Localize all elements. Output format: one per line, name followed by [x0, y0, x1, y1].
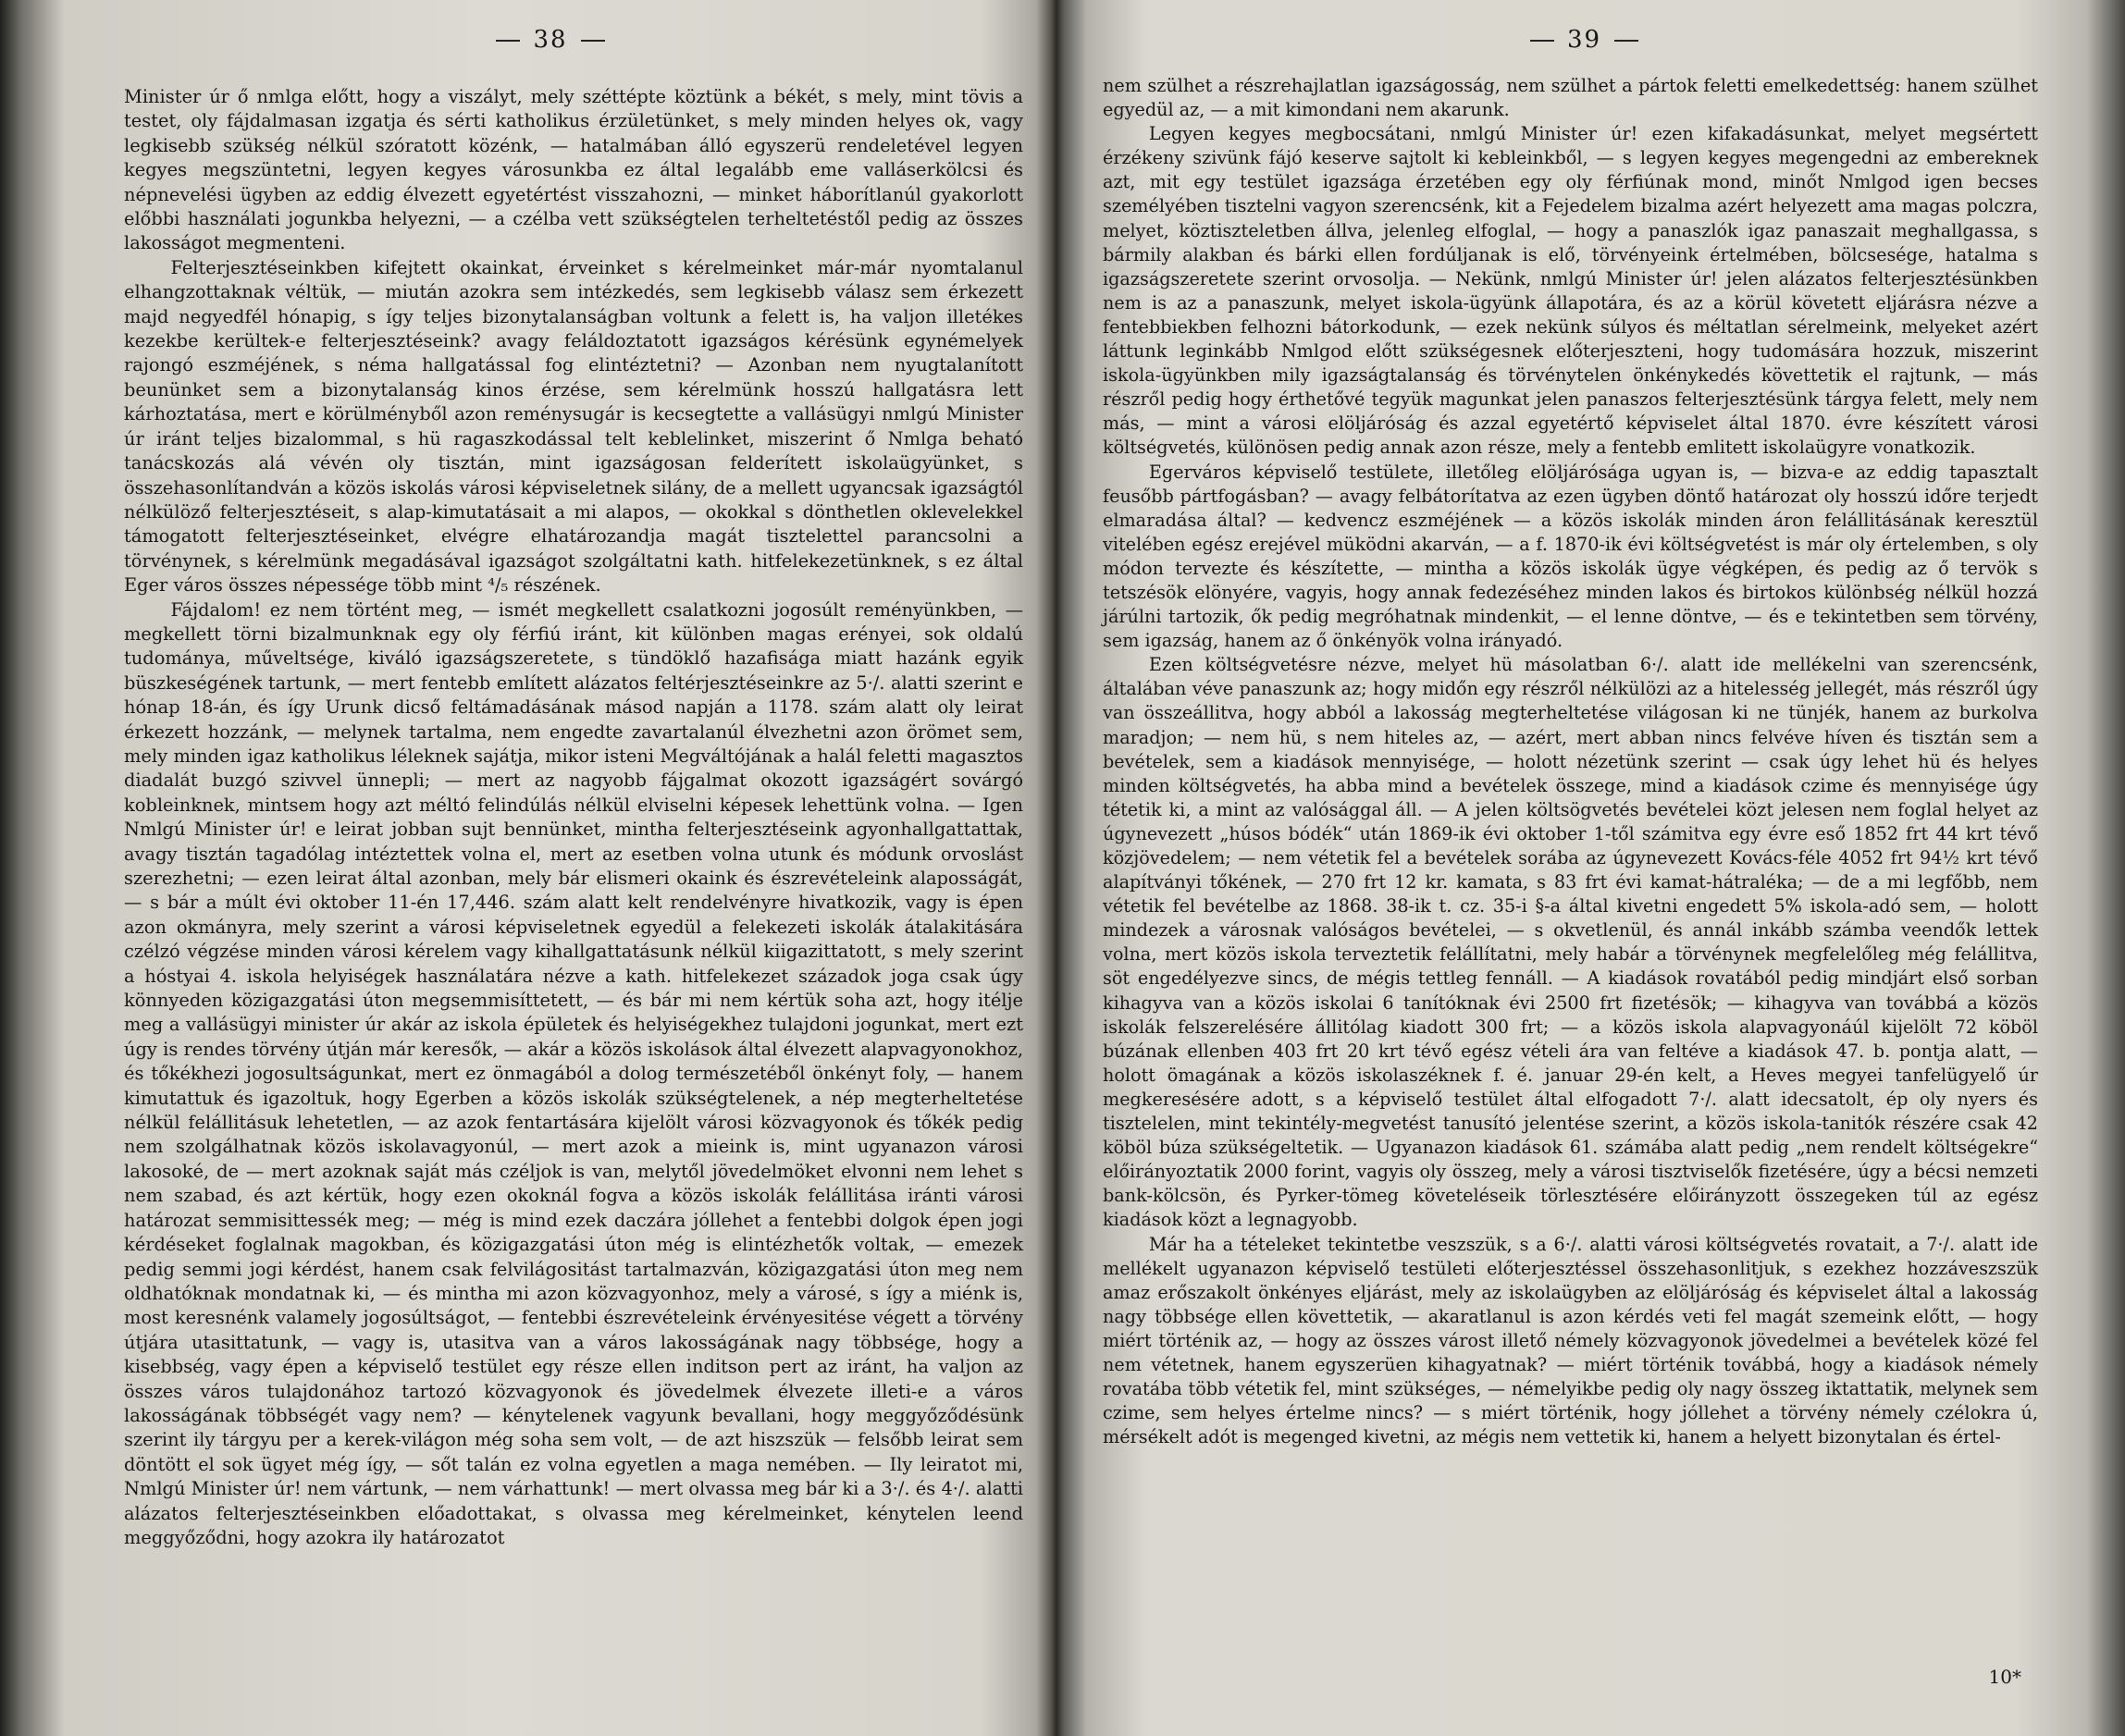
- left-page: [65, 0, 1036, 1736]
- right-page: [1082, 0, 2086, 1736]
- paragraph: Ezen költségvetésre nézve, melyet hü másolatban 6·/. alatt ide mellékelni van szerencsénk, általában véve panaszunk az; hogy midőn egy részről nélkülözi az a hitelesség jellegét, más részről úgy van összeállitva, hogy abból a lakosság megterheltetése világosan ki ne tünjék, hanem az burkolva maradjon; — nem hü, s nem hiteles az, — azért, mert abban nincs felvéve híven és tisztán sem a bevételek, sem a kiadások mennyisége, — holott nézetünk szerint — csak úgy lehet hü és helyes minden költségvetés, ha abba mind a bevételek összege, mind a kiadások czime és mennyisége úgy tétetik ki, a mint az valósággal áll. — A jelen költsögvetés bevételei közt jelesen nem foglal helyet az úgynevezett „húsos bódék“ után 1869-ik évi oktober 1-től számitva egy évre eső 1852 frt 44 krt tévő közjövedelem; — nem vétetik fel a bevételek sorába az úgynevezett Kovács-féle 4052 frt 94½ krt tévő alapítványi tőkének, — 270 frt 12 kr. kamata, s 83 frt évi kamat-hátraléka; — de a mi legfőbb, nem vétetik fel bevételbe az 1868. 38-ik t. cz. 35-i §-a által kivetni engedett 5% iskola-adó sem, — holott mindezek a városnak valóságos bevételei, — s okvetlenül, és annál inkább számba veendők lettek volna, mert közös iskola terveztetik felállítatni, mely habár a törvénynek megfelelőleg még felállitva, söt engedélyezve sincs, de mégis tettleg fennáll. — A kiadások rovatából pedig mindjárt első sorban kihagyva van a közös iskolai 6 tanítóknak évi 2500 frt fizetésök; — kihagyva van továbbá a közös iskolák felszerelésére állitólag kiadott 300 frt; — a közös iskola alapvagyonáúl kijelölt 72 köböl búzának ellenben 403 frt 20 krt tévő egész vételi ára van feltéve a kiadások 47. b. pontja alatt, — holott ömagának a közös iskolaszéknek f. é. januar 29-én kelt, a Heves megyei tanfelügyelő úr megkeresésére adott, s a képviselő testület által elfogadott 7·/. alatt idecsatolt, ép oly nyers és tisztelelen, mint tekintély-megvetést tanusító jelentése szerint, a közös iskola-tanitók részére csak 42 köböl búza szükségeltetik. — Ugyanazon kiadások 61. számába alatt pedig „nem rendelt költségekre“ előirányoztatik 2000 forint, vagyis oly összeg, mely a városi tisztviselők fizetésére, úgy a bécsi nemzeti bank-kölcsön, és Pyrker-tömeg követeléseik törlesztésére előirányzott összegeken túl az egész kiadások közt a legnagyobb.: [1103, 654, 2038, 1231]
- page-body: [124, 85, 1023, 1550]
- printer-signature: 10*: [1988, 1666, 2021, 1688]
- page-body: [1103, 74, 2038, 1449]
- page-number: 38: [65, 26, 1036, 54]
- paragraph: Egerváros képviselő testülete, illetőleg elöljárósága ugyan is, — bizva-e az eddig tapasztalt feusőbb pártfogásban? — avagy felbátorítatva az ezen ügyben döntő határozat oly hosszú időre terjedt elmaradása által? — kedvencz eszméjének — a közös iskolák minden áron felállitásának keresztül vitelében egész erejével müködni akarván, — a f. 1870-ik évi költségvetést is már oly értelemben, s oly módon tervezte és készítette, — mintha a közös iskolák ügye végképen, és pedig az ő tervök s tetszésök elönyére, vagyis, hogy annak fedezéséhez minden lakos és birtokos különbség nélkül hozzá járúlni tartozik, ők pedig megróhatnak mindenkit, — el lenne döntve, — és e tekintetben sem törvény, sem igazság, hanem az ő önkényök volna irányadó.: [1103, 461, 2038, 652]
- paragraph: Fájdalom! ez nem történt meg, — ismét megkellett csalatkozni jogosúlt reményünkben, — megkellett törni bizalmunknak egy oly férfiú iránt, kit különben magas erényei, sok oldalú tudománya, műveltsége, kiváló igazságszeretete, s tündöklő hazafisága miatt hazánk egyik büszkeségének tartunk, — mert fentebb említett alázatos feltérjesztéseinkre az 5·/. alatti szerint e hónap 18-án, és így Urunk dicső feltámadásának másod napján a 1178. szám alatt oly leirat érkezett hozzánk, — melynek tartalma, nem engedte zavartalanúl élvezhetni azon örömet sem, mely minden igaz katholikus léleknek sajátja, mikor isteni Megváltójának a halál feletti magasztos diadalát buzgó szivvel ünnepli; — mert az nagyobb fájgalmat okozott igazságért sovárgó kobleinknek, mintsem hogy azt méltó felindúlás nélkül elviselni képesek lehettünk volna. — Igen Nmlgú Minister úr! e leirat jobban sujt bennünket, mintha felterjesztéseink agyonhallgattattak, avagy tisztán tagadólag intéztettek volna el, mert az esetben volna utunk és módunk orvoslást szerezhetni; — ezen leirat által azonban, mely bár elismeri okaink és észrevételeink alaposságát, — s bár a múlt évi oktober 11-én 17,446. szám alatt kelt rendelvényre hivatkozik, vagy is épen azon okmányra, mely szerint a városi képviseletnek egyedül a felekezeti iskolák átalakitására czélzó végzése minden városi kérelem vagy kihallgattatásunk nélkül kiigazittatott, s mely szerint a hóstyai 4. iskola helyiségek használatára nézve a kath. hitfelekezet századok joga csak úgy könnyeden közigazgatási úton megsemmisíttetett, — és bár mi nem kértük soha azt, hogy itélje meg a vallásügyi minister úr akár az iskola épületek és helyiségekhez tulajdoni jogunkat, mert ezt úgy is rendes törvény útján már keresők, — akár a közös iskolások által élvezett alapvagyonokhoz, és tőkékhezi jogosultságunkat, mert ez önmagából a dolog természetéből önkényt foly, — hanem kimutattuk és igazoltuk, hogy Egerben a közös iskolák szükségtelenek, a nép megterheltetése nélkül felállitásuk lehetetlen, — az azok fentartására kijelölt városi közvagyonok és tőkék pedig nem szolgálhatnak közös iskolavagyonúl, — mert azok a mieink is, mint ugyanazon városi lakosoké, de — mert azoknak saját más czéljok is van, melytől jövedelmöket elvonni nem lehet s nem szabad, és azt kértük, hogy ezen okoknál fogva a közös iskolák felállitása iránti városi határozat semmisittessék meg; — még is mind ezek daczára jóllehet a fentebbi dolgok épen jogi kérdéseket foglalnak magokban, és közigazgatási úton még is elintézhetők voltak, — emezek pedig semmi jogi kérdést, hanem csak felvilágositást tartalmazván, közigazgatási úton meg nem oldhatóknak mondatnak ki, — és mintha mi azon közvagyonhoz, mely a városé, s így a miénk is, most keresnénk valamely jogosúltságot, — fentebbi észrevételeink érvényesitése végett a törvény útjára utasittatunk, — vagy is, utasitva van a város lakosságának nagy többsége, hogy a kisebbség, vagy épen a képviselő testület egy része ellen inditson pert az iránt, ha valjon az összes város tulajdonához tartozó közvagyonok és jövedelmek élvezete illeti-e a város lakosságának többségét vagy nem? — kénytelenek vagyunk bevallani, hogy meggyőződésünk szerint ily tárgyu per a kerek-világon még soha sem volt, — de azt hiszszük — felsőbb leirat sem döntött el sok ügyet még így, — sőt talán ez volna egyetlen a maga nemében. — Ily leiratot mi, Nmlgú Minister úr! nem vártunk, — nem várhattunk! — mert olvassa meg bár ki a 3·/. és 4·/. alatti alázatos felterjesztéseinkben előadottakat, s olvassa meg kérelmeinket, kénytelen leend meggyőződni, hogy azokra ily határozatot: [124, 598, 1023, 1548]
- page-number: 39: [1082, 26, 2086, 54]
- paragraph: Már ha a tételeket tekintetbe veszszük, s a 6·/. alatti városi költségvetés rovatait, a 7·/. alatt ide mellékelt ugyanazon képviselő testületi előterjesztéssel összehasonlitjuk, s ezekhez hozzáveszszük amaz erőszakolt önkényes eljárást, mely az iskolaügyben az elöljáróság és képviselet által a lakosság nagy többsége ellen követtetik, — akaratlanul is azon kérdés veti fel magát szemeink előtt, — hogy miért történik az, — hogy az összes várost illető némely közvagyonok jövedelmei a bevételek közé fel nem vétetnek, hanem egyszerüen kihagyatnak? — miért történik továbbá, hogy a kiadások némely rovatába több vétetik fel, mint szükséges, — némelyikbe pedig oly nagy összeg iktattatik, melynek sem czime, sem helyes értelme nincs? — s miért történik, hogy jóllehet a törvény némely czélokra ú, mérsékelt adót is megenged kivetni, az mégis nem vettetik ki, hanem a helyett bizonytalan és értel-: [1103, 1233, 2038, 1448]
- paragraph: nem szülhet a részrehajlatlan igazságosság, nem szülhet a pártok feletti emelkedettség: hanem szülhet egyedül az, — a mit kimondani nem akarunk.: [1103, 75, 2038, 121]
- paragraph: Minister úr ő nmlga előtt, hogy a viszályt, mely széttépte köztünk a békét, s mely, mint tövis a testet, oly fájdalmasan izgatja és sérti katholikus érzületünket, s mely minden helyes ok, vagy legkisebb szükség nélkül szóratott közénk, — hatalmában álló egyszerü rendeletével legyen kegyes megszüntetni, legyen kegyes városunkba ez által legalább eme valláserkölcsi és népnevelési ügyben az eddig élvezett egyetértést visszahozni, — minket háborítlanúl gyakorlott előbbi használati jogunkba helyezni, — a czélba vett szükségtelen terheltetéstől pedig az összes lakosságot megmenteni.: [124, 86, 1023, 254]
- paragraph: Legyen kegyes megbocsátani, nmlgú Minister úr! ezen kifakadásunkat, melyet megsértett érzékeny szivünk fájó keserve sajtolt ki kebleinkből, — s legyen kegyes megengedni az embereknek azt, mit egy testület igazsága érzetében egy oly férfiúnak mond, minőt Nmlgod igen becses személyében tisztelni vagyon szerencsénk, kit a Fejedelem bizalma azért helyezett ama magas polczra, melyet, köztiszteletben állva, jelenleg elfoglal, — hogy a panaszlók igaz panaszait meghallgassa, s bármily alakban és bárki ellen fordúljanak is elő, törvényeink értelmében, bölcsesége, hatalma s igazságszeretete szerint orvosolja. — Nekünk, nmlgú Minister úr! jelen alázatos felterjesztésünkben nem is az a panaszunk, melyet iskola-ügyünk állapotára, és az a körül követett eljárásra nézve a fentebbiekben felhozni bátorkodunk, — ezek nekünk súlyos és méltatlan sérelmeink, melyeket azért láttunk leginkább Nmlgod előtt szükségesnek előterjeszteni, hogy tudomására hozzuk, miszerint iskola-ügyünkben mily igazságtalanság és törvénytelen önkénykedés követtetik el rajtunk, — más részről pedig hogy érthetővé tegyük magunkat jelen panaszos felterjesztésünk tárgya felett, mely nem más, — mint a városi elöljáróság és azzal egyetértő képviselet által 1870. évre készített városi költségvetés, különösen pedig annak azon része, mely a fentebb emlitett iskolaügyre vonatkozik.: [1103, 123, 2038, 459]
- paragraph: Felterjesztéseinkben kifejtett okainkat, érveinket s kérelmeinket már-már nyomtalanul elhangzottaknak véltük, — miután azokra sem intézkedés, sem legkisebb válasz sem érkezett majd negyedfél hónapig, s így teljes bizonytalanságban voltunk a felett is, ha valjon illetékes kezekbe kerültek-e felterjesztéseink? avagy feláldoztatott igazságos kérésünk egynémelyek rajongó eszméjének, s néma hallgatással fog elintéztetni? — Azonban nem nyugtalanított beunünket sem a bizonytalanság kinos érzése, sem kérelmünk hosszú hallgatásra lett kárhoztatása, mert e körülményből azon reménysugár is kecsegtette a vallásügyi nmlgú Minister úr iránt teljes bizalommal, s hü ragaszkodással telt keblelinket, miszerint ő Nmlga beható tanácskozás alá vévén oly tisztán, mint igazságosan felderített iskolaügyünket, s összehasonlítandván a közös iskolás városi képviseletnek silány, de a mellett ugyancsak igazságtól nélkülöző felterjesztéseit, s alap-kimutatásait a mi alapos, — okokkal s dönthetlen oklevelekkel támogatott felterjesztéseinket, elvégre elhatározandja magát tisztelettel parancsolni a törvénynek, s kérelmünk megadásával igazságot szolgáltatni kath. hitfelekezetünknek, s ez által Eger város összes népessége több mint ⁴/₅ részének.: [124, 256, 1023, 597]
